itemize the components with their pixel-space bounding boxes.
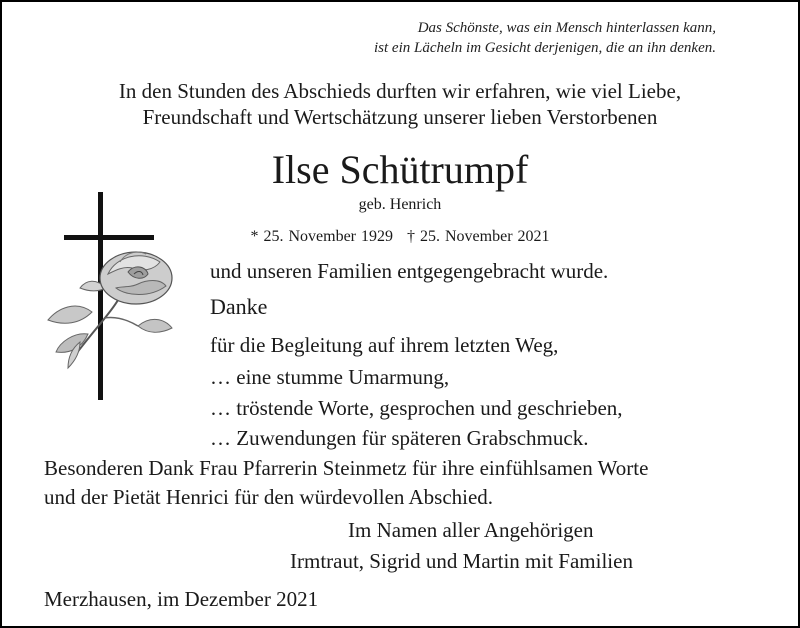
thanks-item-1: für die Begleitung auf ihrem letzten Weg, <box>210 333 559 357</box>
thanks-item-2: … eine stumme Umarmung, <box>210 365 450 389</box>
thanks-item-4: … Zuwendungen für späteren Grabschmuck. <box>210 426 589 450</box>
special-thanks-line-1: Besonderen Dank Frau Pfarrerin Steinmetz für ihre einfühlsamen Worte <box>44 456 649 480</box>
maiden-name: geb. Henrich <box>358 196 442 213</box>
thanks-item-3: … tröstende Worte, gesprochen und geschrieben, <box>210 396 623 420</box>
cross-with-rose-icon <box>46 192 186 402</box>
signature-line-1: Im Namen aller Angehörigen <box>348 518 594 542</box>
thanks-heading: Danke <box>210 294 268 319</box>
deceased-name: Ilse Schütrumpf <box>271 147 529 192</box>
continuation-line: und unseren Familien entgegengebracht wurde. <box>210 259 609 283</box>
intro-line-1: In den Stunden des Abschieds durften wir erfahren, wie viel Liebe, <box>118 79 682 103</box>
signature-line-2: Irmtraut, Sigrid und Martin mit Familien <box>290 549 633 573</box>
intro-text <box>2 78 798 130</box>
motto-quote <box>374 18 716 58</box>
motto-line-1: Das Schönste, was ein Mensch hinterlassen kann, <box>417 20 716 36</box>
special-thanks <box>44 454 648 512</box>
death-date: † 25. November 2021 <box>407 228 550 245</box>
place-and-date: Merzhausen, im Dezember 2021 <box>44 587 319 611</box>
rose-icon <box>48 252 172 368</box>
motto-line-2: ist ein Lächeln im Gesicht derjenigen, die an ihn denken. <box>373 40 716 56</box>
special-thanks-line-2: und der Pietät Henrici für den würdevollen Abschied. <box>44 485 494 509</box>
birth-date: * 25. November 1929 <box>250 228 393 245</box>
intro-line-2: Freundschaft und Wertschätzung unserer lieben Verstorbenen <box>142 105 658 129</box>
